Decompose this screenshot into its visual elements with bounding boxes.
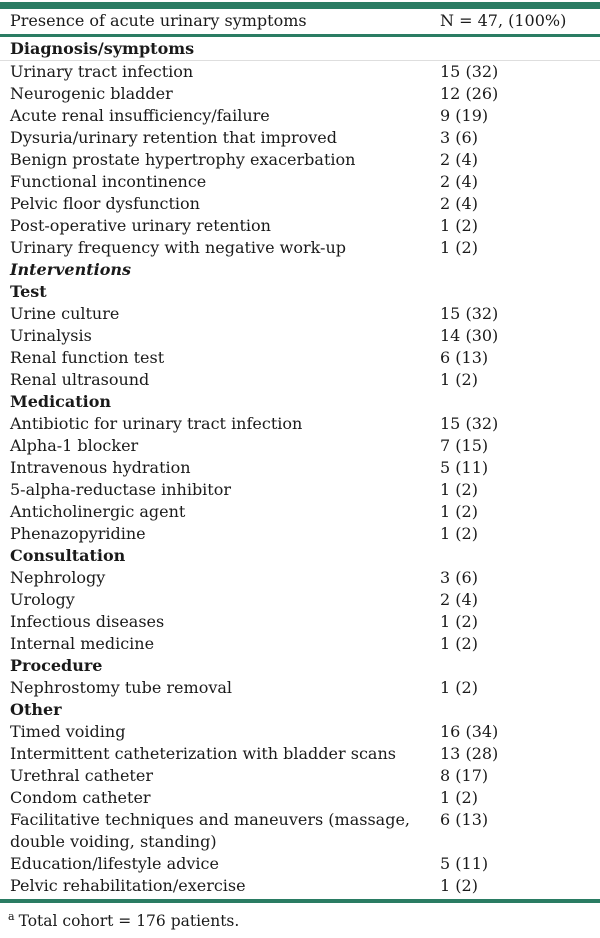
row-value: 1 (2) xyxy=(440,788,478,807)
row-label: 5-alpha-reductase inhibitor xyxy=(10,480,232,499)
footnote-text: Total cohort = 176 patients. xyxy=(18,912,240,931)
row-label: Functional incontinence xyxy=(10,172,207,191)
row-value: 2 (4) xyxy=(440,194,478,213)
table-row xyxy=(0,589,600,611)
section-header-row xyxy=(0,699,600,721)
table-row xyxy=(0,347,600,369)
row-label: Renal function test xyxy=(10,348,165,367)
row-label: Anticholinergic agent xyxy=(10,502,186,521)
table-row xyxy=(0,413,600,435)
row-value: 12 (26) xyxy=(440,84,499,103)
row-value: 16 (34) xyxy=(440,722,499,741)
row-label: Intermittent catheterization with bladder scans xyxy=(10,744,396,763)
section-title: Diagnosis/symptoms xyxy=(10,39,195,58)
row-label: Antibiotic for urinary tract infection xyxy=(10,414,303,433)
table-row xyxy=(0,171,600,193)
row-value: 1 (2) xyxy=(440,370,478,389)
row-value: 2 (4) xyxy=(440,590,478,609)
row-label: Nephrology xyxy=(10,568,106,587)
table-row xyxy=(0,523,600,545)
table-row xyxy=(0,61,600,83)
row-value: 7 (15) xyxy=(440,436,489,455)
table-row xyxy=(0,501,600,523)
row-label: Urinalysis xyxy=(10,326,92,345)
table-row xyxy=(0,215,600,237)
table-row xyxy=(0,721,600,743)
table-row xyxy=(0,83,600,105)
table-row xyxy=(0,875,600,897)
section-title: Other xyxy=(10,700,62,719)
row-value: 1 (2) xyxy=(440,480,478,499)
table-row xyxy=(0,105,600,127)
row-value: 5 (11) xyxy=(440,458,489,477)
row-label: Urology xyxy=(10,590,75,609)
footnote-marker: a xyxy=(8,910,15,923)
row-label: Urine culture xyxy=(10,304,120,323)
table-row xyxy=(0,853,600,875)
table-row xyxy=(0,611,600,633)
table-header-value: N = 47, (100%) xyxy=(440,11,567,30)
row-value: 14 (30) xyxy=(440,326,499,345)
row-value: 1 (2) xyxy=(440,634,478,653)
section-title: Consultation xyxy=(10,546,126,565)
table-header-row xyxy=(0,9,600,34)
row-value: 1 (2) xyxy=(440,524,478,543)
row-label: Acute renal insufficiency/failure xyxy=(10,106,270,125)
table-row xyxy=(0,809,600,853)
table-row xyxy=(0,149,600,171)
table-row xyxy=(0,435,600,457)
row-label: Timed voiding xyxy=(10,722,126,741)
table-row xyxy=(0,787,600,809)
table-top-rule xyxy=(0,2,600,9)
table-header-label: Presence of acute urinary symptoms xyxy=(10,11,307,30)
table-row xyxy=(0,193,600,215)
row-value: 2 (4) xyxy=(440,172,478,191)
row-label: Nephrostomy tube removal xyxy=(10,678,233,697)
row-label: Urinary tract infection xyxy=(10,62,194,81)
table-footnote xyxy=(0,903,600,938)
table-row xyxy=(0,479,600,501)
row-value: 9 (19) xyxy=(440,106,489,125)
section-header-row xyxy=(0,545,600,567)
table-row xyxy=(0,633,600,655)
row-label: Phenazopyridine xyxy=(10,524,146,543)
row-label: Urethral catheter xyxy=(10,766,153,785)
row-value: 15 (32) xyxy=(440,62,499,81)
row-label: Internal medicine xyxy=(10,634,155,653)
section-title: Test xyxy=(10,282,47,301)
row-value: 3 (6) xyxy=(440,128,478,147)
row-value: 1 (2) xyxy=(440,876,478,895)
row-label: Urinary frequency with negative work-up xyxy=(10,238,346,257)
section-title: Interventions xyxy=(10,260,132,279)
row-value: 1 (2) xyxy=(440,502,478,521)
row-value: 5 (11) xyxy=(440,854,489,873)
section-title: Procedure xyxy=(10,656,103,675)
section-header-row xyxy=(0,655,600,677)
row-label: Facilitative techniques and maneuvers (massage, double voiding, standing) xyxy=(10,810,410,851)
row-label: Pelvic rehabilitation/exercise xyxy=(10,876,246,895)
row-label: Alpha-1 blocker xyxy=(10,436,139,455)
row-label: Education/lifestyle advice xyxy=(10,854,219,873)
row-label: Infectious diseases xyxy=(10,612,165,631)
row-value: 6 (13) xyxy=(440,810,489,829)
section-header-row xyxy=(0,38,600,61)
row-label: Benign prostate hypertrophy exacerbation xyxy=(10,150,356,169)
row-label: Post-operative urinary retention xyxy=(10,216,271,235)
row-value: 1 (2) xyxy=(440,678,478,697)
row-label: Condom catheter xyxy=(10,788,151,807)
table-row xyxy=(0,303,600,325)
row-label: Dysuria/urinary retention that improved xyxy=(10,128,338,147)
row-label: Pelvic floor dysfunction xyxy=(10,194,200,213)
table-row xyxy=(0,457,600,479)
table-row xyxy=(0,369,600,391)
section-title: Medication xyxy=(10,392,112,411)
table-rows xyxy=(0,37,600,899)
row-label: Intravenous hydration xyxy=(10,458,191,477)
section-header-row xyxy=(0,391,600,413)
table-row xyxy=(0,325,600,347)
row-value: 15 (32) xyxy=(440,414,499,433)
table-row xyxy=(0,677,600,699)
section-header-row xyxy=(0,281,600,303)
row-label: Neurogenic bladder xyxy=(10,84,173,103)
table-row xyxy=(0,743,600,765)
table-row xyxy=(0,765,600,787)
row-label: Renal ultrasound xyxy=(10,370,150,389)
table-row xyxy=(0,567,600,589)
row-value: 1 (2) xyxy=(440,612,478,631)
table-row xyxy=(0,127,600,149)
row-value: 6 (13) xyxy=(440,348,489,367)
row-value: 1 (2) xyxy=(440,216,478,235)
section-header-row xyxy=(0,259,600,281)
row-value: 2 (4) xyxy=(440,150,478,169)
row-value: 13 (28) xyxy=(440,744,499,763)
row-value: 3 (6) xyxy=(440,568,478,587)
row-value: 15 (32) xyxy=(440,304,499,323)
row-value: 8 (17) xyxy=(440,766,489,785)
table-row xyxy=(0,237,600,259)
row-value: 1 (2) xyxy=(440,238,478,257)
